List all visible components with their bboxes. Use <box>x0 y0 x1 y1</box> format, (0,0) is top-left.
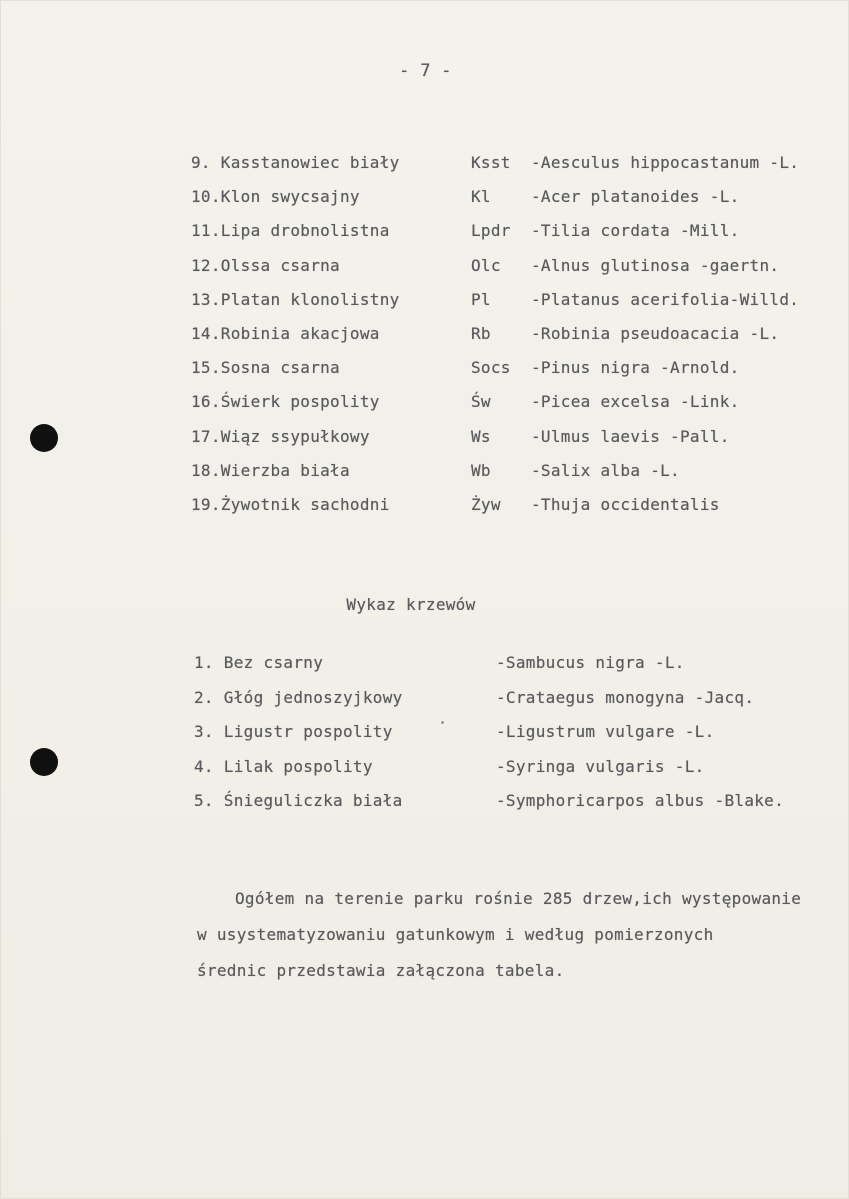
tree-name: 16.Świerk pospolity <box>191 392 380 412</box>
shrub-latin-name: -Ligustrum vulgare -L. <box>496 722 715 741</box>
tree-latin-name: -Tilia cordata -Mill. <box>531 221 740 241</box>
tree-name: 15.Sosna csarna <box>191 358 340 378</box>
tree-abbreviation: Wb <box>471 460 491 480</box>
shrub-name: 4. Lilak pospolity <box>194 756 373 776</box>
tree-latin-name: -Pinus nigra -Arnold. <box>531 358 740 378</box>
page-number: - 7 - <box>399 61 452 81</box>
tree-name: 9. Kasstanowiec biały <box>191 153 400 172</box>
tree-latin-name: -Platanus acerifolia-Willd. <box>531 289 800 309</box>
shrubs-heading: Wykaz krzewów <box>346 595 476 614</box>
tree-abbreviation: Rb <box>471 323 491 343</box>
tree-latin-name: -Acer platanoides -L. <box>531 187 740 207</box>
tree-name: 14.Robinia akacjowa <box>191 323 380 343</box>
tree-abbreviation: Ws <box>471 426 491 446</box>
tree-latin-name: -Alnus glutinosa -gaertn. <box>531 255 780 275</box>
tree-abbreviation: Socs <box>471 358 511 378</box>
shrub-latin-name: -Crataegus monogyna -Jacq. <box>496 687 755 707</box>
tree-latin-name: -Thuja occidentalis <box>531 494 720 514</box>
tree-abbreviation: Ksst <box>471 153 511 172</box>
tree-name: 13.Platan klonolistny <box>191 289 400 309</box>
tree-latin-name: -Robinia pseudoacacia -L. <box>531 323 780 343</box>
punch-hole <box>30 748 58 776</box>
tree-latin-name: -Picea excelsa -Link. <box>531 392 740 412</box>
tree-abbreviation: Kl <box>471 187 491 207</box>
tree-name: 12.Olssa csarna <box>191 255 340 275</box>
shrub-name: 2. Głóg jednoszyjkowy <box>194 687 403 707</box>
ink-speck <box>441 721 444 724</box>
tree-name: 11.Lipa drobnolistna <box>191 221 390 241</box>
tree-abbreviation: Lpdr <box>471 221 511 241</box>
tree-abbreviation: Św <box>471 392 491 412</box>
tree-latin-name: -Salix alba -L. <box>531 460 680 480</box>
tree-abbreviation: Pl <box>471 289 491 309</box>
shrub-name: 1. Bez csarny <box>194 653 324 672</box>
summary-paragraph <box>197 889 837 997</box>
tree-name: 17.Wiąz ssypułkowy <box>191 426 370 446</box>
shrub-name: 5. Śnieguliczka biała <box>194 791 403 810</box>
tree-abbreviation: Olc <box>471 255 501 275</box>
shrub-latin-name: -Syringa vulgaris -L. <box>496 756 705 776</box>
tree-latin-name: -Ulmus laevis -Pall. <box>531 426 730 446</box>
paragraph-line: w usystematyzowaniu gatunkowym i według pomierzonych <box>197 925 714 944</box>
tree-abbreviation: Żyw <box>471 494 501 514</box>
punch-hole <box>30 424 58 452</box>
tree-name: 10.Klon swycsajny <box>191 187 360 207</box>
shrub-latin-name: -Sambucus nigra -L. <box>496 653 685 672</box>
tree-name: 19.Żywotnik sachodni <box>191 494 390 514</box>
paragraph-line: średnic przedstawia załączona tabela. <box>197 961 565 980</box>
tree-latin-name: -Aesculus hippocastanum -L. <box>531 153 800 172</box>
paragraph-line: Ogółem na terenie parku rośnie 285 drzew,ich występowanie <box>235 889 802 908</box>
tree-name: 18.Wierzba biała <box>191 460 350 480</box>
shrub-latin-name: -Symphoricarpos albus -Blake. <box>496 791 785 810</box>
shrub-name: 3. Ligustr pospolity <box>194 722 393 741</box>
